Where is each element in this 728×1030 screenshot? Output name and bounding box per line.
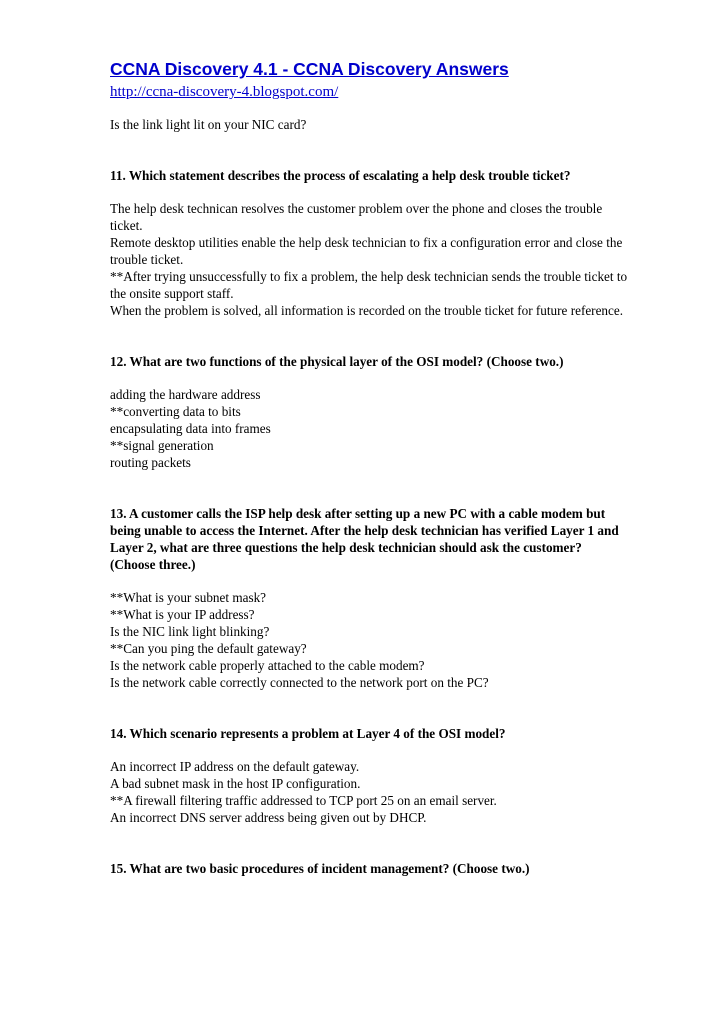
answer-option: adding the hardware address bbox=[110, 387, 261, 402]
question-14: 14. Which scenario represents a problem at Layer 4 of the OSI model? bbox=[110, 726, 506, 741]
answer-option: Is the network cable properly attached to the cable modem? bbox=[110, 658, 425, 673]
question-11: 11. Which statement describes the process of escalating a help desk trouble ticket? bbox=[110, 168, 571, 183]
answer-option: encapsulating data into frames bbox=[110, 421, 271, 436]
answer-option: When the problem is solved, all information is recorded on the trouble ticket for future reference. bbox=[110, 303, 624, 318]
answer-option: **After trying unsuccessfully to fix a problem, the help desk technician sends the trouble ticket to the onsite support staff. bbox=[110, 269, 628, 301]
intro-line: Is the link light lit on your NIC card? bbox=[110, 117, 307, 132]
answer-option: **converting data to bits bbox=[110, 404, 241, 419]
question-15: 15. What are two basic procedures of incident management? (Choose two.) bbox=[110, 861, 530, 876]
answer-option: A bad subnet mask in the host IP configuration. bbox=[110, 776, 361, 791]
answer-option: Remote desktop utilities enable the help desk technician to fix a configuration error and close the trouble ticket. bbox=[110, 235, 623, 267]
blog-title-link[interactable]: CCNA Discovery 4.1 - CCNA Discovery Answers bbox=[110, 59, 509, 79]
answer-option: routing packets bbox=[110, 455, 191, 470]
answer-option: An incorrect DNS server address being given out by DHCP. bbox=[110, 810, 427, 825]
question-13-options bbox=[110, 589, 628, 691]
question-12-options bbox=[110, 386, 628, 471]
answer-option: Is the network cable correctly connected to the network port on the PC? bbox=[110, 675, 489, 690]
answer-option: Is the NIC link light blinking? bbox=[110, 624, 270, 639]
answer-option: **What is your IP address? bbox=[110, 607, 255, 622]
answer-option: **What is your subnet mask? bbox=[110, 590, 267, 605]
answer-option: An incorrect IP address on the default gateway. bbox=[110, 759, 360, 774]
question-13: 13. A customer calls the ISP help desk after setting up a new PC with a cable modem but being unable to access the Internet. After the help desk technician has verified Layer 1 and Layer 2, what are three questions the help desk technician should ask the customer? (Choose three.) bbox=[110, 506, 619, 572]
answer-option: The help desk technican resolves the customer problem over the phone and closes the trouble ticket. bbox=[110, 201, 603, 233]
question-14-options bbox=[110, 758, 628, 826]
question-12: 12. What are two functions of the physical layer of the OSI model? (Choose two.) bbox=[110, 354, 564, 369]
answer-option: **Can you ping the default gateway? bbox=[110, 641, 307, 656]
answer-option: **signal generation bbox=[110, 438, 214, 453]
answer-option: **A firewall filtering traffic addressed to TCP port 25 on an email server. bbox=[110, 793, 497, 808]
blog-url-link[interactable]: http://ccna-discovery-4.blogspot.com/ bbox=[110, 84, 339, 100]
question-11-options bbox=[110, 200, 628, 319]
